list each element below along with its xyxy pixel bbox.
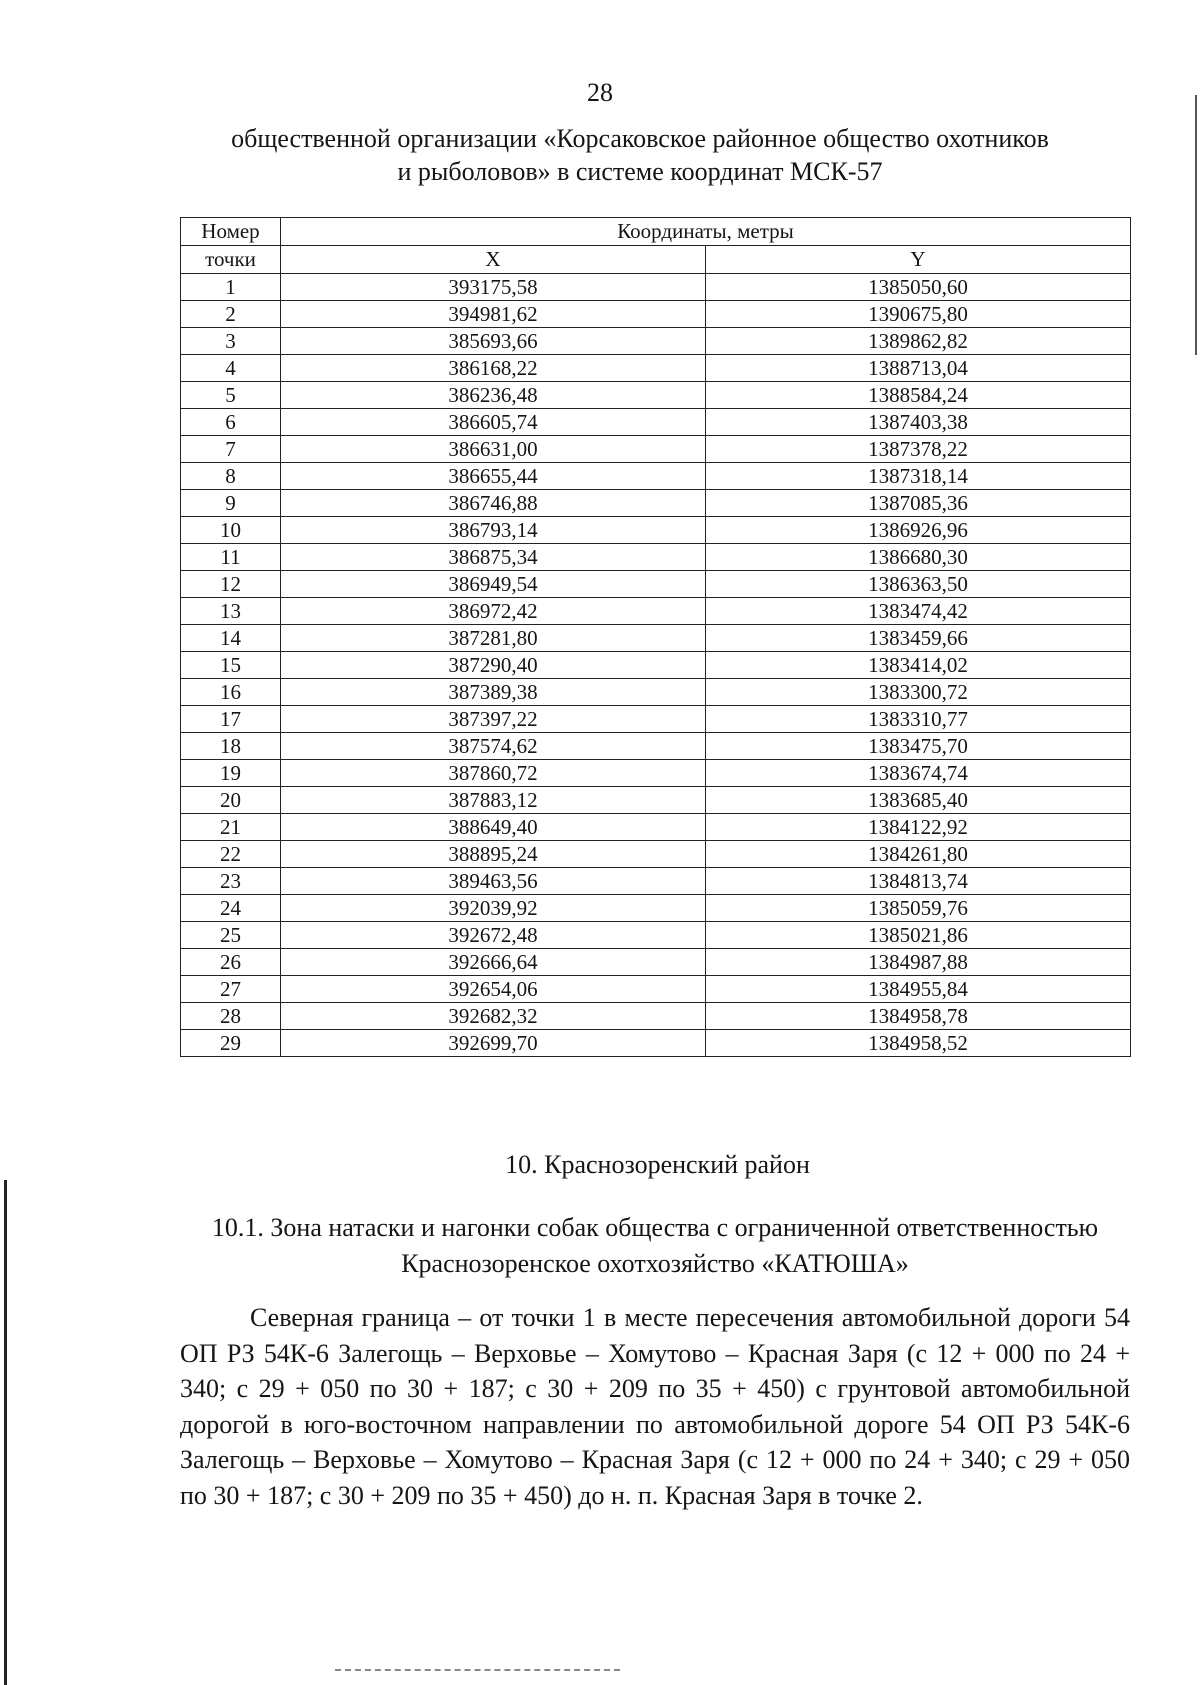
cell-point-number: 6 (181, 409, 281, 436)
table-row (181, 382, 1131, 409)
table-row (181, 436, 1131, 463)
cell-y: 1384122,92 (706, 814, 1131, 841)
table-row (181, 733, 1131, 760)
cell-y: 1387403,38 (706, 409, 1131, 436)
page-number: 28 (587, 78, 613, 107)
cell-y: 1386363,50 (706, 571, 1131, 598)
table-row (181, 598, 1131, 625)
table-row (181, 814, 1131, 841)
table-row (181, 274, 1131, 301)
scan-dash-bottom (335, 1669, 620, 1671)
cell-y: 1383685,40 (706, 787, 1131, 814)
header-point-number: Номер (181, 218, 281, 246)
table-row (181, 787, 1131, 814)
cell-y: 1383414,02 (706, 652, 1131, 679)
cell-point-number: 22 (181, 841, 281, 868)
cell-point-number: 9 (181, 490, 281, 517)
cell-y: 1385050,60 (706, 274, 1131, 301)
cell-y: 1387378,22 (706, 436, 1131, 463)
cell-x: 386605,74 (281, 409, 706, 436)
subsection-heading-line-1: 10.1. Зона натаски и нагонки собак общества с ограниченной ответственностью (211, 1213, 1099, 1242)
table-row (181, 1003, 1131, 1030)
table-row (181, 652, 1131, 679)
table-row (181, 463, 1131, 490)
cell-y: 1387085,36 (706, 490, 1131, 517)
cell-x: 388895,24 (281, 841, 706, 868)
cell-point-number: 10 (181, 517, 281, 544)
table-row (181, 625, 1131, 652)
table-row (181, 976, 1131, 1003)
table-row (181, 706, 1131, 733)
table-row (181, 409, 1131, 436)
cell-y: 1383300,72 (706, 679, 1131, 706)
cell-y: 1390675,80 (706, 301, 1131, 328)
cell-y: 1384958,52 (706, 1030, 1131, 1057)
header-x: X (281, 246, 706, 274)
cell-x: 387281,80 (281, 625, 706, 652)
subsection-heading-line-2: Краснозоренское охотхозяйство «КАТЮША» (401, 1249, 909, 1278)
cell-x: 387397,22 (281, 706, 706, 733)
table-title-line-1: общественной организации «Корсаковское районное общество охотников (231, 124, 1049, 153)
cell-x: 386168,22 (281, 355, 706, 382)
header-point-number-2: точки (181, 246, 281, 274)
cell-y: 1384958,78 (706, 1003, 1131, 1030)
scan-edge-left (4, 1180, 7, 1685)
cell-x: 386972,42 (281, 598, 706, 625)
cell-x: 387883,12 (281, 787, 706, 814)
table-row (181, 841, 1131, 868)
cell-x: 386793,14 (281, 517, 706, 544)
table-row (181, 544, 1131, 571)
cell-y: 1384813,74 (706, 868, 1131, 895)
cell-y: 1384261,80 (706, 841, 1131, 868)
cell-x: 386236,48 (281, 382, 706, 409)
table-row (181, 760, 1131, 787)
scan-edge-right (1195, 95, 1197, 355)
cell-y: 1389862,82 (706, 328, 1131, 355)
cell-y: 1383459,66 (706, 625, 1131, 652)
table-header-row-2 (181, 246, 1131, 274)
header-coordinates: Координаты, метры (281, 218, 1131, 246)
cell-x: 393175,58 (281, 274, 706, 301)
cell-y: 1386680,30 (706, 544, 1131, 571)
body-paragraph: Северная граница – от точки 1 в месте пересечения автомобильной дороги 54 ОП РЗ 54К-6 Залегощь – Верховье – Хомутово – Красная Заря (с 12 + 000 по 24 + 340; с 29 + 050 по 30 + 187; с 30 + 209 по 35 + 450) с грунтовой автомобильной дорогой в юго-восточном направлении по автомобильной дороге 54 ОП РЗ 54К-6 Залегощь – Верховье – Хомутово – Красная Заря (с 12 + 000 по 24 + 340; с 29 + 050 по 30 + 187; с 30 + 209 по 35 + 450) до н. п. Красная Заря в точке 2. (180, 1303, 1130, 1510)
cell-point-number: 27 (181, 976, 281, 1003)
cell-x: 392654,06 (281, 976, 706, 1003)
cell-point-number: 4 (181, 355, 281, 382)
cell-point-number: 12 (181, 571, 281, 598)
cell-y: 1383310,77 (706, 706, 1131, 733)
cell-point-number: 25 (181, 922, 281, 949)
cell-y: 1383475,70 (706, 733, 1131, 760)
cell-x: 385693,66 (281, 328, 706, 355)
cell-point-number: 7 (181, 436, 281, 463)
cell-x: 387389,38 (281, 679, 706, 706)
table-header-row-1 (181, 218, 1131, 246)
cell-point-number: 11 (181, 544, 281, 571)
cell-x: 392699,70 (281, 1030, 706, 1057)
cell-point-number: 15 (181, 652, 281, 679)
cell-x: 386631,00 (281, 436, 706, 463)
cell-x: 392682,32 (281, 1003, 706, 1030)
cell-x: 386875,34 (281, 544, 706, 571)
table-row (181, 355, 1131, 382)
cell-y: 1383474,42 (706, 598, 1131, 625)
cell-y: 1387318,14 (706, 463, 1131, 490)
table-row (181, 679, 1131, 706)
cell-x: 387290,40 (281, 652, 706, 679)
table-row (181, 301, 1131, 328)
subsection-heading (180, 1210, 1130, 1282)
cell-point-number: 2 (181, 301, 281, 328)
cell-x: 394981,62 (281, 301, 706, 328)
cell-y: 1384987,88 (706, 949, 1131, 976)
table-row (181, 922, 1131, 949)
cell-point-number: 5 (181, 382, 281, 409)
cell-y: 1385059,76 (706, 895, 1131, 922)
cell-point-number: 18 (181, 733, 281, 760)
table-row (181, 490, 1131, 517)
cell-point-number: 23 (181, 868, 281, 895)
cell-point-number: 21 (181, 814, 281, 841)
cell-x: 386746,88 (281, 490, 706, 517)
cell-y: 1385021,86 (706, 922, 1131, 949)
table-title (180, 122, 1100, 188)
cell-point-number: 19 (181, 760, 281, 787)
cell-point-number: 3 (181, 328, 281, 355)
cell-point-number: 29 (181, 1030, 281, 1057)
table-row (181, 328, 1131, 355)
cell-point-number: 16 (181, 679, 281, 706)
table-row (181, 868, 1131, 895)
coordinates-table (180, 217, 1131, 1057)
table-title-line-2: и рыболовов» в системе координат МСК-57 (397, 157, 883, 186)
cell-y: 1386926,96 (706, 517, 1131, 544)
table-row (181, 571, 1131, 598)
cell-x: 392666,64 (281, 949, 706, 976)
cell-point-number: 1 (181, 274, 281, 301)
cell-x: 387574,62 (281, 733, 706, 760)
header-y: Y (706, 246, 1131, 274)
cell-x: 387860,72 (281, 760, 706, 787)
cell-y: 1388584,24 (706, 382, 1131, 409)
cell-point-number: 17 (181, 706, 281, 733)
table-row (181, 1030, 1131, 1057)
cell-point-number: 26 (181, 949, 281, 976)
cell-x: 386655,44 (281, 463, 706, 490)
section-heading: 10. Краснозоренский район (505, 1150, 810, 1179)
table-body (181, 274, 1131, 1057)
cell-x: 392672,48 (281, 922, 706, 949)
table-row (181, 517, 1131, 544)
table-row (181, 895, 1131, 922)
cell-y: 1383674,74 (706, 760, 1131, 787)
cell-y: 1388713,04 (706, 355, 1131, 382)
cell-x: 386949,54 (281, 571, 706, 598)
cell-point-number: 8 (181, 463, 281, 490)
cell-point-number: 20 (181, 787, 281, 814)
cell-y: 1384955,84 (706, 976, 1131, 1003)
cell-x: 389463,56 (281, 868, 706, 895)
cell-x: 392039,92 (281, 895, 706, 922)
table-row (181, 949, 1131, 976)
cell-point-number: 14 (181, 625, 281, 652)
cell-point-number: 13 (181, 598, 281, 625)
cell-x: 388649,40 (281, 814, 706, 841)
cell-point-number: 24 (181, 895, 281, 922)
cell-point-number: 28 (181, 1003, 281, 1030)
